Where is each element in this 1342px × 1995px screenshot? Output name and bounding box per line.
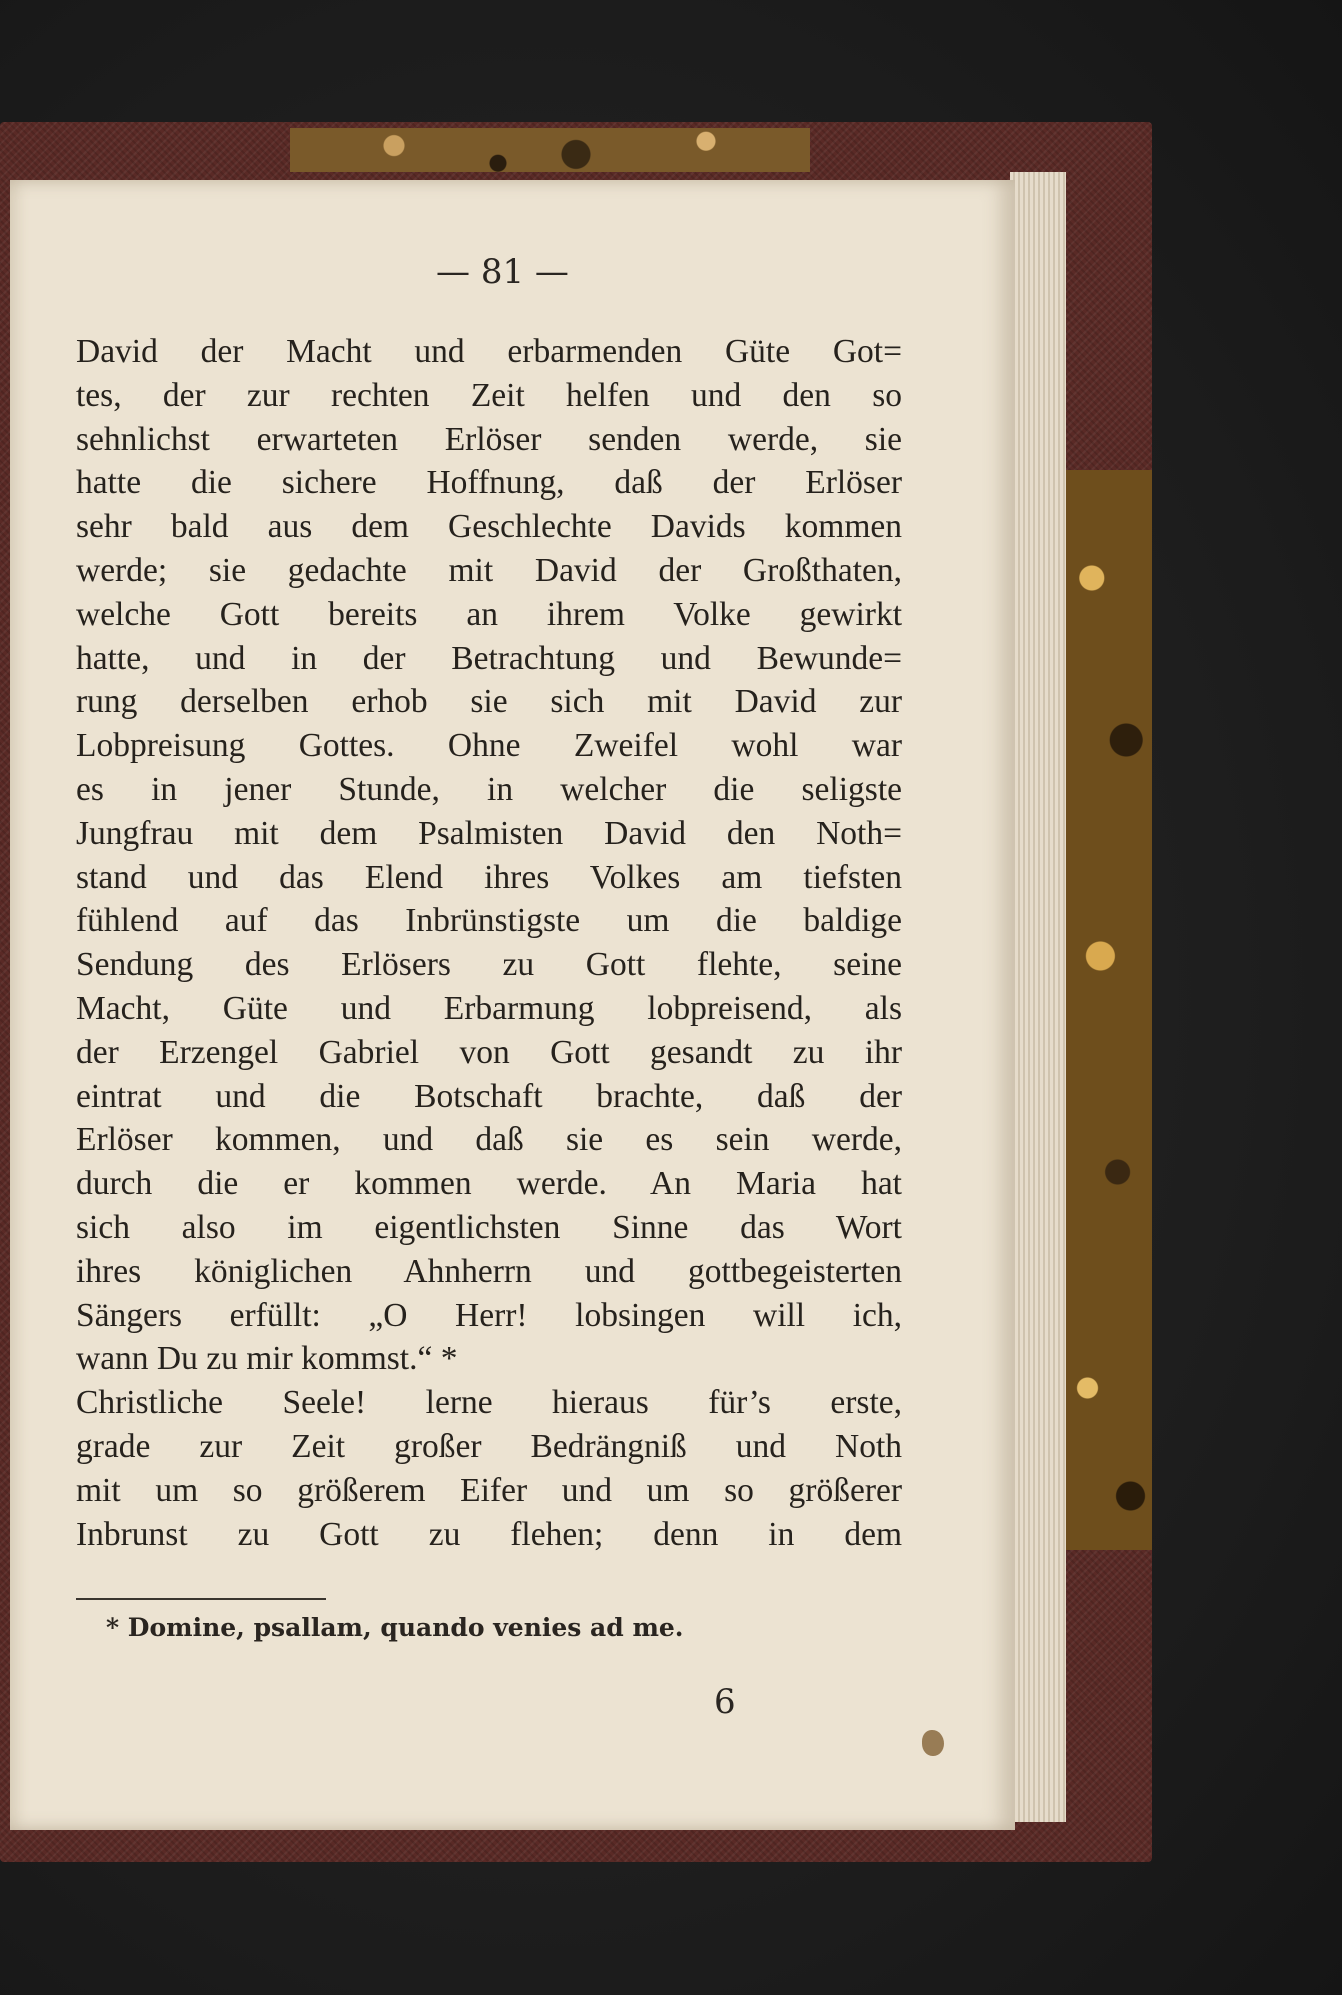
text-line: tes, der zur rechten Zeit helfen und den so	[76, 376, 902, 414]
body-text	[76, 330, 902, 1556]
signature-mark: 6	[714, 1682, 736, 1722]
text-line: Inbrunst zu Gott zu flehen; denn in dem	[76, 1515, 902, 1553]
text-line: Sängers erfüllt: „O Herr! lobsingen will ich,	[76, 1296, 902, 1334]
text-line: grade zur Zeit großer Bedrängniß und Noth	[76, 1427, 902, 1465]
text-line: ihres königlichen Ahnherrn und gottbegeisterten	[76, 1252, 902, 1290]
text-line: durch die er kommen werde. An Maria hat	[76, 1165, 902, 1203]
text-line: Jungfrau mit dem Psalmisten David den Noth=	[76, 814, 902, 852]
paper-stain	[922, 1730, 944, 1756]
text-line: sehnlichst erwarteten Erlöser senden werde, sie	[76, 420, 902, 458]
text-line: werde; sie gedachte mit David der Großthaten,	[76, 551, 902, 589]
text-line: Christliche Seele! lerne hieraus für’s erste,	[76, 1384, 902, 1422]
text-line: stand und das Elend ihres Volkes am tiefsten	[76, 858, 902, 896]
text-line: Macht, Güte und Erbarmung lobpreisend, als	[76, 989, 902, 1027]
book-page	[10, 180, 1015, 1830]
footnote-divider	[76, 1598, 326, 1600]
text-line: Erlöser kommen, und daß sie es sein werde,	[76, 1121, 902, 1159]
text-line: sich also im eigentlichsten Sinne das Wort	[76, 1208, 902, 1246]
text-line: mit um so größerem Eifer und um so größerer	[76, 1471, 902, 1509]
page-number-header: — 81 —	[436, 252, 569, 292]
page-edges	[1010, 172, 1066, 1822]
text-line: David der Macht und erbarmenden Güte Got=	[76, 333, 902, 370]
text-line: sehr bald aus dem Geschlechte Davids kommen	[76, 508, 902, 546]
text-line: eintrat und die Botschaft brachte, daß der	[76, 1077, 902, 1115]
text-line: welche Gott bereits an ihrem Volke gewirkt	[76, 595, 902, 633]
text-line: Sendung des Erlösers zu Gott flehte, seine	[76, 946, 902, 984]
text-line: der Erzengel Gabriel von Gott gesandt zu ihr	[76, 1033, 902, 1071]
text-line: hatte die sichere Hoffnung, daß der Erlöser	[76, 464, 902, 502]
text-line: hatte, und in der Betrachtung und Bewunde=	[76, 639, 902, 677]
marbled-endpaper-top	[290, 128, 810, 172]
text-line: fühlend auf das Inbrünstigste um die baldige	[76, 902, 902, 940]
footnote: * Domine, psallam, quando venies ad me.	[106, 1613, 684, 1642]
text-line: rung derselben erhob sie sich mit David zur	[76, 683, 902, 721]
text-line: wann Du zu mir kommst.“ *	[76, 1340, 458, 1378]
text-line: es in jener Stunde, in welcher die seligste	[76, 770, 902, 808]
text-line: Lobpreisung Gottes. Ohne Zweifel wohl war	[76, 727, 902, 765]
marbled-endpaper-right	[1066, 470, 1152, 1550]
